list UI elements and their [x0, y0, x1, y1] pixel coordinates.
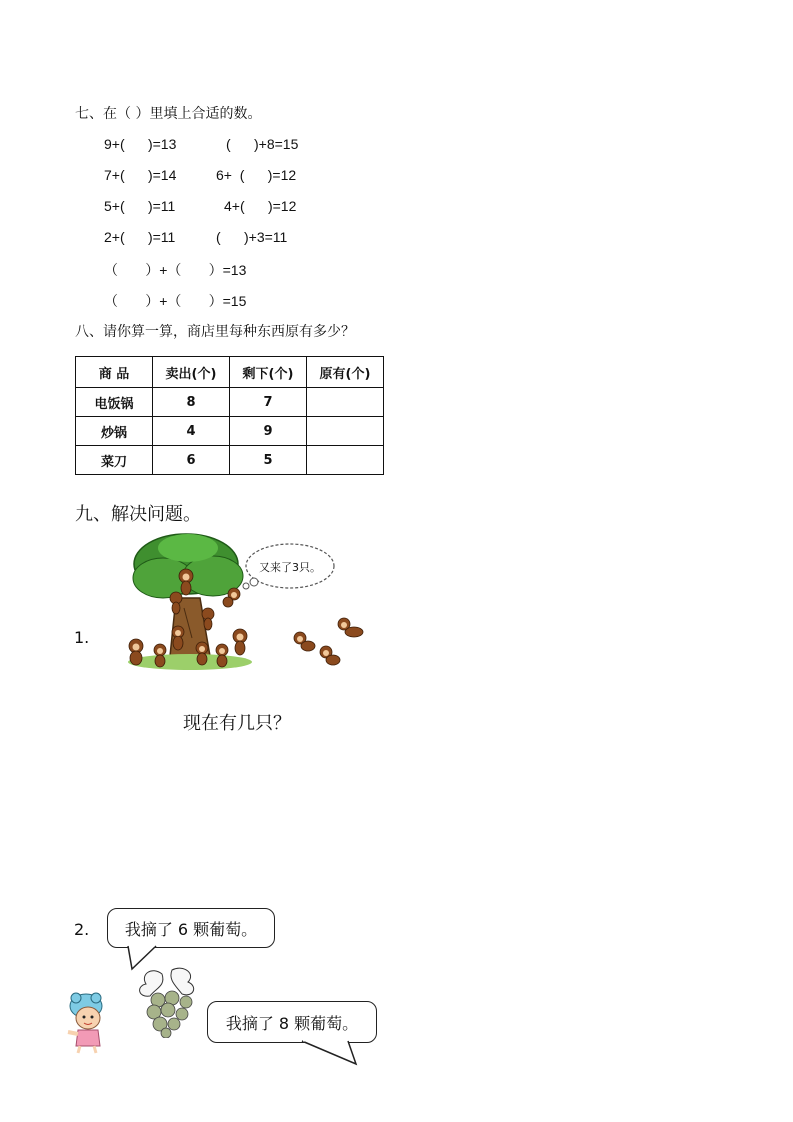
table-cell: 菜刀	[76, 446, 153, 475]
thought-bubble-text: 又来了3只。	[259, 561, 321, 574]
table-cell: 4	[153, 417, 230, 446]
table-row	[76, 446, 384, 475]
section-9-title: 九、解决问题。	[75, 504, 201, 525]
equation-row-3-b: 4+( )=12	[224, 198, 297, 214]
equation-row-5: （ ）+（ ）=13	[104, 262, 247, 278]
table-cell: 5	[230, 446, 307, 475]
speech-bubble-2	[207, 1001, 377, 1043]
equation-row-2-a: 7+( )=14	[104, 167, 177, 183]
table-cell: 7	[230, 388, 307, 417]
table-cell: 电饭锅	[76, 388, 153, 417]
monkey-tree-illustration	[118, 528, 380, 678]
problem-1-number: 1.	[74, 628, 90, 647]
equation-row-4-a: 2+( )=11	[104, 229, 176, 245]
equation-row-3-a: 5+( )=11	[104, 198, 176, 214]
section-8-title: 八、请你算一算，商店里每种东西原有多少？	[75, 324, 355, 340]
table-cell: 6	[153, 446, 230, 475]
grapes-icon	[132, 966, 202, 1038]
speech-bubble-2-tail	[300, 1040, 360, 1068]
girl-character-icon	[62, 990, 112, 1054]
problem-1-question: 现在有几只？	[183, 713, 291, 734]
equation-row-1-b: ( )+8=15	[226, 136, 299, 152]
equation-row-4-b: ( )+3=11	[216, 229, 288, 245]
table-cell: 9	[230, 417, 307, 446]
table-cell: 8	[153, 388, 230, 417]
equation-row-1-a: 9+( )=13	[104, 136, 177, 152]
equation-row-2-b: 6+ ( )=12	[216, 167, 297, 183]
equation-row-6: （ ）+（ ）=15	[104, 293, 247, 309]
section-7-title: 七、在（ ）里填上合适的数。	[75, 106, 262, 122]
table-header: 原有(个)	[307, 357, 384, 388]
answer-cell[interactable]	[307, 388, 384, 417]
table-header: 剩下(个)	[230, 357, 307, 388]
table-row	[76, 388, 384, 417]
table-cell: 炒锅	[76, 417, 153, 446]
table-row	[76, 417, 384, 446]
table-header: 商 品	[76, 357, 153, 388]
speech-bubble-2-text: 我摘了 8 颗葡萄。	[225, 1013, 359, 1033]
problem-2-number: 2.	[74, 920, 90, 939]
speech-bubble-1	[107, 908, 275, 948]
answer-cell[interactable]	[307, 417, 384, 446]
table-header: 卖出(个)	[153, 357, 230, 388]
goods-table	[75, 356, 384, 475]
speech-bubble-1-text: 我摘了 6 颗葡萄。	[124, 919, 258, 939]
answer-cell[interactable]	[307, 446, 384, 475]
